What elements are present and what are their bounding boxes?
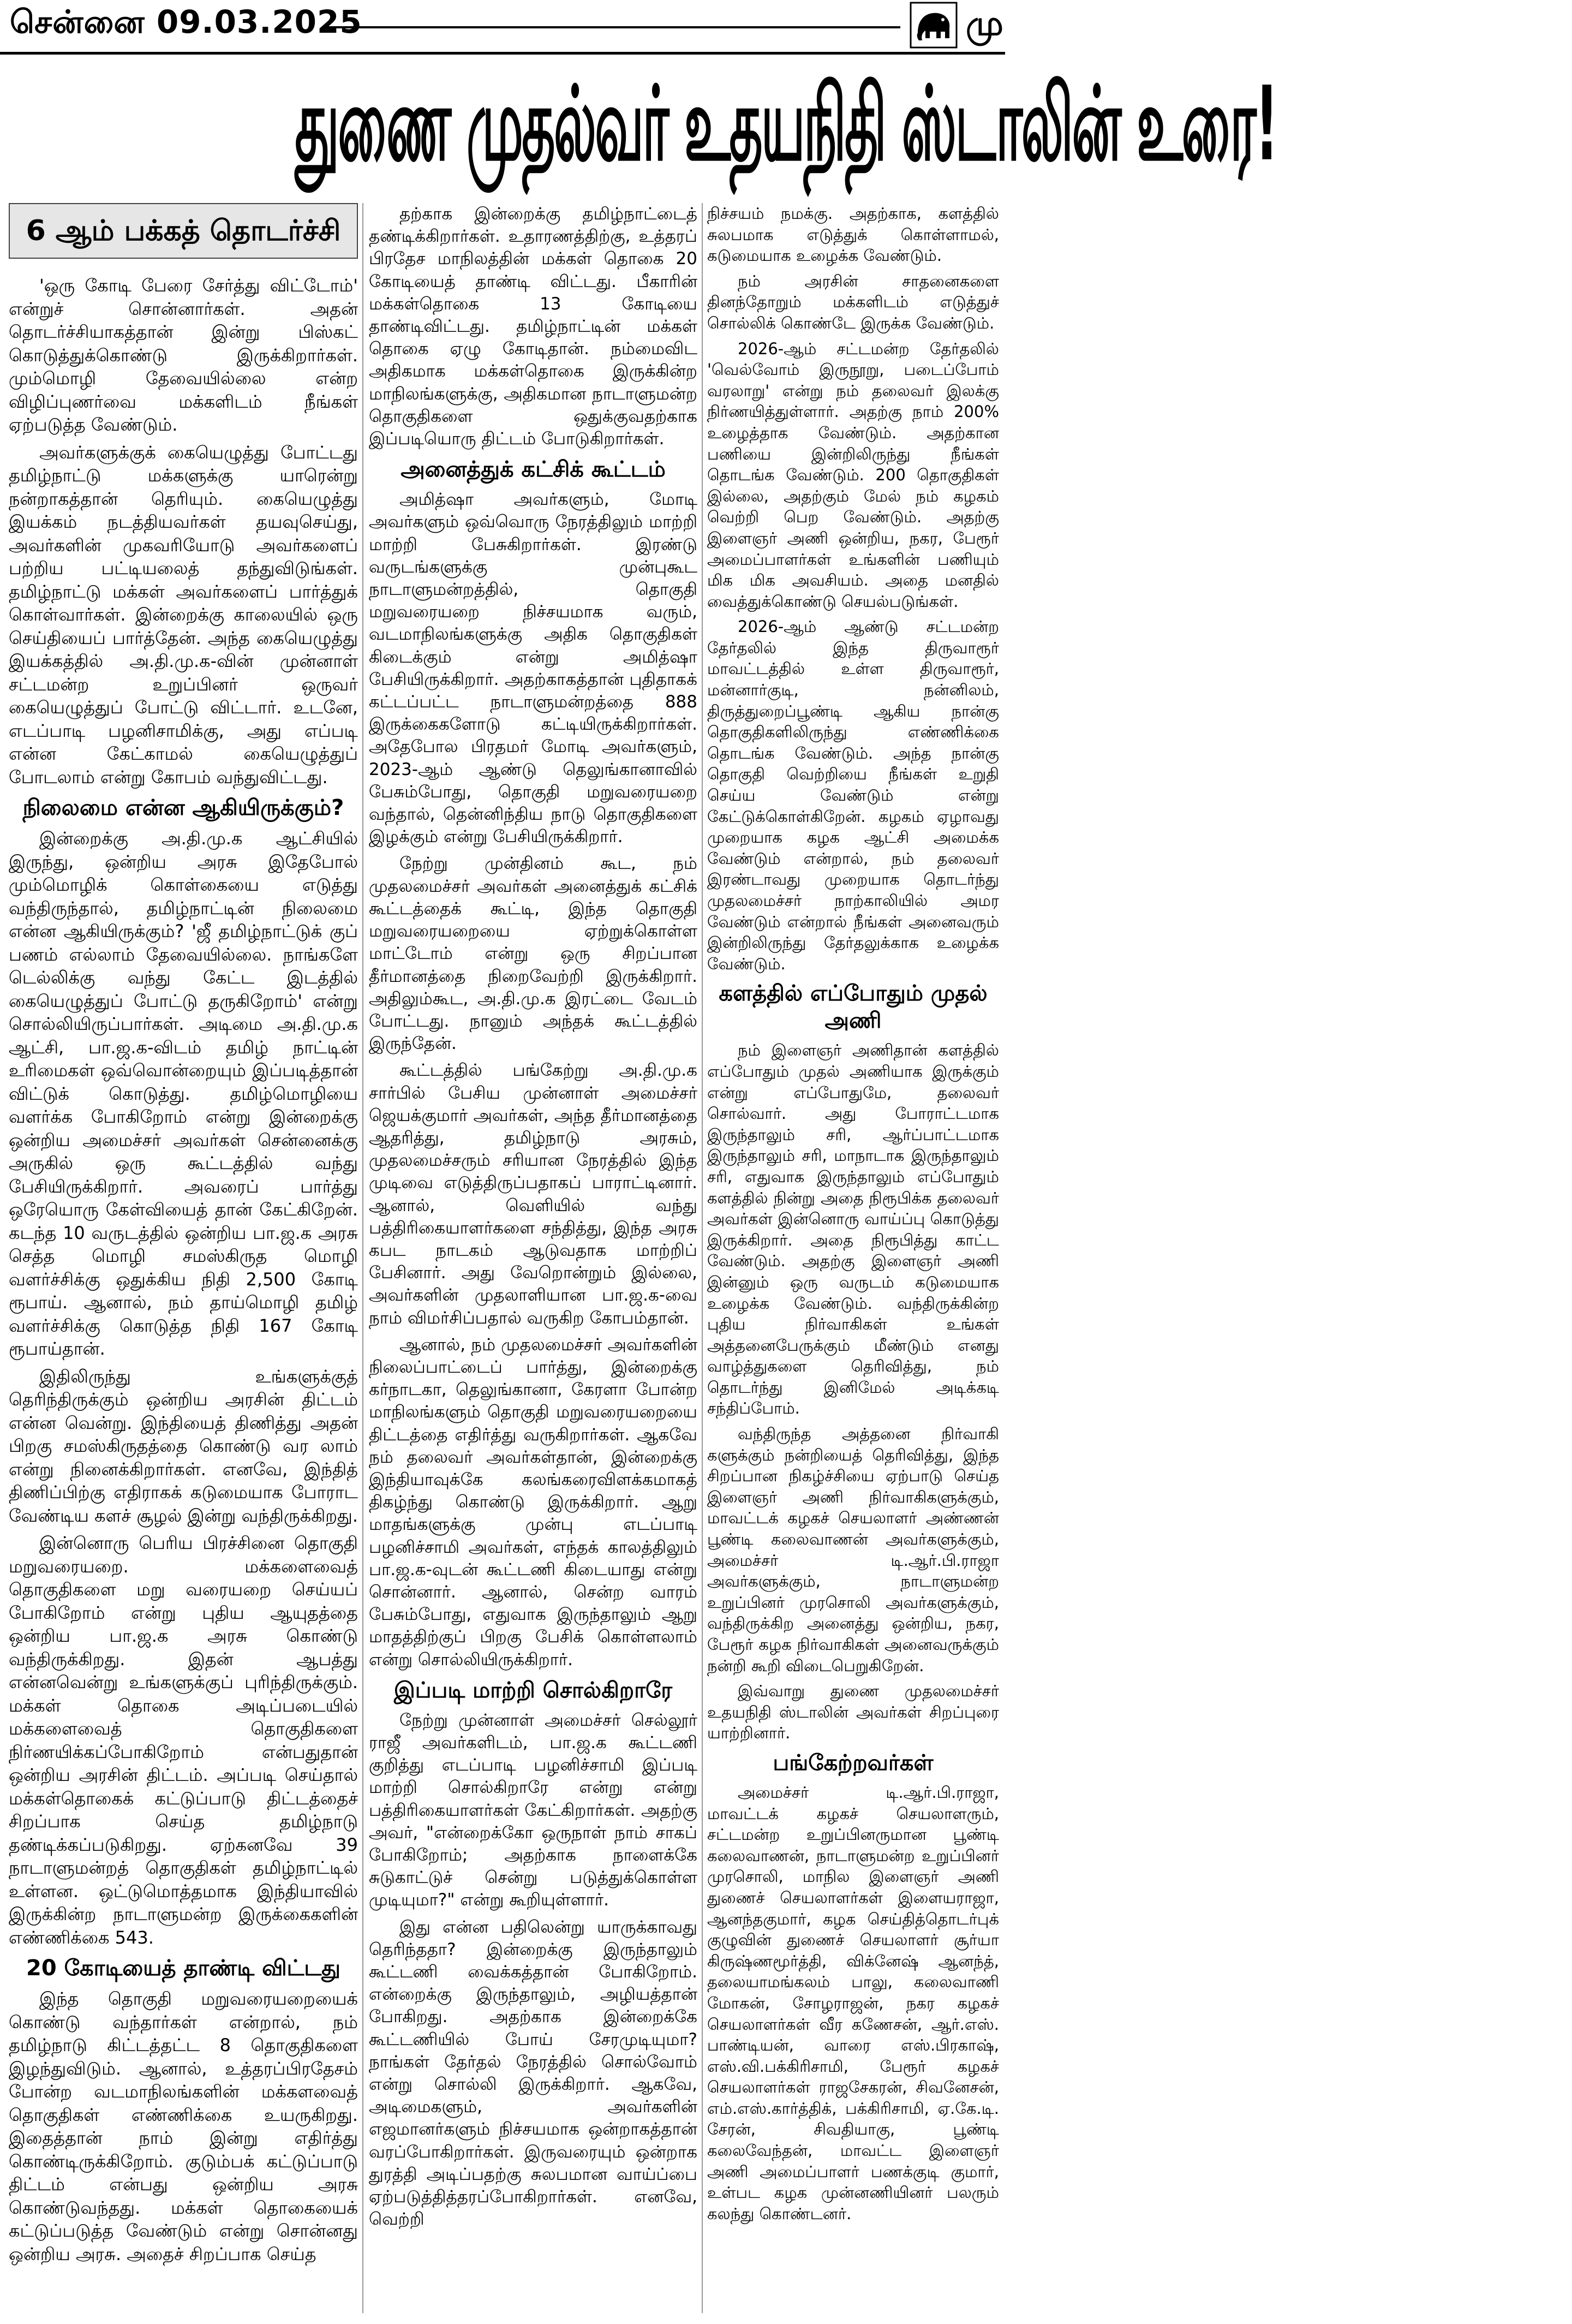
masthead-corner-text: மு bbox=[966, 3, 1003, 43]
paragraph: இந்த தொகுதி மறுவரையறையைக் கொண்டு வந்தார்கள் என்றால், நம் தமிழ்நாடு கிட்டத்தட்ட 8 தொகுதிகளை இழந்துவிடும். ஆனால், உத்தரப்பிரதேசம் போன்ற வடமாநிலங்களின் மக்களவைத் தொகுதிகள் எண்ணிக்கை உயருகிறது. இதைத்தான் நாம் இன்று எதிர்த்து கொண்டிருக்கிறோம். குடும்பக் கட்டுப்பாடு திட்டம் என்பது ஒன்றிய அரசு கொண்டுவந்தது. மக்கள் தொகையைக் கட்டுப்படுத்த வேண்டும் என்று சொன்னது ஒன்றிய அரசு. அதைச் சிறப்பாக செய்த bbox=[9, 1988, 358, 2265]
paragraph: இன்றைக்கு அ.தி.மு.க ஆட்சியில் இருந்து, ஒன்றிய அரசு இதேபோல் மும்மொழிக் கொள்கையை எடுத்து வந்திருந்தால், தமிழ்நாட்டின் நிலைமை என்ன ஆகியிருக்கும்? 'ஜீ தமிழ்நாட்டுக் குப் பணம் எல்லாம் தேவையில்லை. நாங்களே டெல்லிக்கு வந்து கேட்ட இடத்தில் கையெழுத்துப் போட்டு தருகிறோம்' என்று சொல்லியிருப்பார்கள். அடிமை அ.தி.மு.க ஆட்சி, பா.ஜ.க-விடம் தமிழ் நாட்டின் உரிமைகள் ஒவ்வொன்றையும் இப்படித்தான் விட்டுக் கொடுத்து. தமிழ்மொழியை வளர்க்க போகிறோம் என்று இன்றைக்கு ஒன்றிய அமைச்சர் அவர்கள் சென்னைக்கு அருகில் ஒரு கூட்டத்தில் வந்து பேசியிருக்கிறார். அவரைப் பார்த்து ஒரேயொரு கேள்வியைத் தான் கேட்கிறேன். கடந்த 10 வருடத்தில் ஒன்றிய பா.ஜ.க அரசு செத்த மொழி சமஸ்கிருத மொழி வளர்ச்சிக்கு ஒதுக்கிய நிதி 2,500 கோடி ரூபாய். ஆனால், நம் தாய்மொழி தமிழ் வளர்ச்சிக்கு கொடுத்த நிதி 167 கோடி ரூபாய்தான். bbox=[9, 828, 358, 1359]
paragraph: 'ஒரு கோடி பேரை சேர்த்து விட்டோம்' என்றுச் சொன்னார்கள். அதன் தொடர்ச்சியாகத்தான் இன்று பிஸ்கட் கொடுத்துக்கொண்டு இருக்கிறார்கள். மும்மொழி தேவையில்லை என்ற விழிப்புணர்வை மக்களிடம் நீங்கள் ஏற்படுத்த வேண்டும். bbox=[9, 275, 358, 435]
paragraph: அவர்களுக்குக் கையெழுத்து போட்டது தமிழ்நாட்டு மக்களுக்கு யாரென்று நன்றாகத்தான் தெரியும். கையெழுத்து இயக்கம் நடத்தியவர்கள் தயவுசெய்து, அவர்களின் முகவரியோடு அவர்களைப் பற்றிய பட்டியலைத் தந்துவிடுங்கள். தமிழ்நாட்டு மக்கள் அவர்களைப் பார்த்துக் கொள்வார்கள். இன்றைக்கு காலையில் ஒரு செய்தியைப் பார்த்தேன். அந்த கையெழுத்து இயக்கத்தில் அ.தி.மு.க-வின் முன்னாள் சட்டமன்ற உறுப்பினர் ஒருவர் கையெழுத்துப் போட்டு விட்டார். உடனே, எடப்பாடி பழனிசாமிக்கு, அது எப்படி என்ன கேட்காமல் கையெழுத்துப் போடலாம் என்று கோபம் வந்துவிட்டது. bbox=[9, 442, 358, 788]
paragraph: அமித்ஷா அவர்களும், மோடி அவர்களும் ஒவ்வொரு நேரத்திலும் மாற்றி மாற்றி பேசுகிறார்கள். இரண்டு வருடங்களுக்கு முன்புகூட நாடாளுமன்றத்தில், தொகுதி மறுவரையறை நிச்சயமாக வரும், வடமாநிலங்களுக்கு அதிக தொகுதிகள் கிடைக்கும் என்று அமித்ஷா பேசியிருக்கிறார். அதற்காகத்தான் புதிதாகக் கட்டப்பட்ட நாடாளுமன்றத்தை 888 இருக்கைகளோடு கட்டியிருக்கிறார்கள். அதேபோல பிரதமர் மோடி அவர்களும், 2023-ஆம் ஆண்டு தெலுங்கானாவில் பேசும்போது, தொகுதி மறுவரையறை வந்தால், தென்னிந்திய நாடு தொகுதிகளை இழக்கும் என்று பேசியிருக்கிறார். bbox=[369, 490, 697, 847]
paragraph: அமைச்சர் டி.ஆர்.பி.ராஜா, மாவட்டக் கழகச் செயலாளரும், சட்டமன்ற உறுப்பினருமான பூண்டி கலைவாணன், நாடாளுமன்ற உறுப்பினர் முரசொலி, மாநில இளைஞர் அணி துணைச் செயலாளர்கள் இளையராஜா, ஆனந்தகுமார், கழக செய்தித்தொடர்புக் குழுவின் துணைச் செயலாளர் சூர்யா கிருஷ்ணமூர்த்தி, விக்னேஷ் ஆனந்த், தலையாமங்கலம் பாலு, கலைவாணி மோகன், சோழராஜன், நகர கழகச் செயலாளர்கள் வீர கணேசன், ஆர்.எஸ். பாண்டியன், வாரை எஸ்.பிரகாஷ், எஸ்.வி.பக்கிரிசாமி, பேரூர் கழகச் செயலாளர்கள் ராஜசேகரன், சிவனேசன், எம்.எஸ்.கார்த்திக், பக்கிரிசாமி, ஏ.கே.டி. சேரன், சிவதியாகு, பூண்டி கலைவேந்தன், மாவட்ட இளைஞர் அணி அமைப்பாளர் பணக்குடி குமார், உள்பட கழக முன்னணியினர் பலரும் கலந்து கொண்டனர். bbox=[707, 1783, 999, 2223]
paragraph: ஆனால், நம் முதலமைச்சர் அவர்களின் நிலைப்பாட்டைப் பார்த்து, இன்றைக்கு கர்நாடகா, தெலுங்கானா, கேரளா போன்ற மாநிலங்களும் தொகுதி மறுவரையறையை திட்டத்தை எதிர்த்து வருகிறார்கள். ஆகவே நம் தலைவர் அவர்கள்தான், இன்றைக்கு இந்தியாவுக்கே கலங்கரைவிளக்கமாகத் திகழ்ந்து கொண்டு இருக்கிறார். ஆறு மாதங்களுக்கு முன்பு எடப்பாடி பழனிச்சாமி அவர்கள், எந்தக் காலத்திலும் பா.ஜ.க-வுடன் கூட்டணி கிடையாது என்று சொன்னார். ஆனால், சென்ற வாரம் பேசும்போது, எதுவாக இருந்தாலும் ஆறு மாதத்திற்குப் பிறகு பேசிக் கொள்ளலாம் என்று சொல்லியிருக்கிறார். bbox=[369, 1334, 697, 1670]
paragraph: நேற்று முன்னாள் அமைச்சர் செல்லூர் ராஜீ அவர்களிடம், பா.ஜ.க கூட்டணி குறித்து எடப்பாடி பழனிச்சாமி இப்படி மாற்றி சொல்கிறாரே என்று என்று பத்திரிகையாளர்கள் கேட்கிறார்கள். அதற்கு அவர், "என்றைக்கோ ஒருநாள் நாம் சாகப் போகிறோம்; அதற்காக நாளைக்கே சுடுகாட்டுச் சென்று படுத்துக்கொள்ள முடியுமா?" என்று கூறியுள்ளார். bbox=[369, 1710, 697, 1910]
paragraph: 2026-ஆம் ஆண்டு சட்டமன்ற தேர்தலில் இந்த திருவாரூர் மாவட்டத்தில் உள்ள திருவாரூர், மன்னார்குடி, நன்னிலம், திருத்துறைப்பூண்டி ஆகிய நான்கு தொகுதிகளிலிருந்து எண்ணிக்கை தொடங்க வேண்டும். அந்த நான்கு தொகுதி வெற்றியை நீங்கள் உறுதி செய்ய வேண்டும் என்று கேட்டுக்கொள்கிறேன். கழகம் ஏழாவது முறையாக கழக ஆட்சி அமைக்க வேண்டும் என்றால், நம் தலைவர் இரண்டாவது முறையாக தொடர்ந்து முதலமைச்சர் நாற்காலியில் அமர வேண்டும் என்றால் நீங்கள் அனைவரும் இன்றிலிருந்து தேர்தலுக்காக உழைக்க வேண்டும். bbox=[707, 617, 999, 973]
masthead-rule bbox=[322, 26, 900, 28]
paragraph: இன்னொரு பெரிய பிரச்சினை தொகுதி மறுவரையறை. மக்களைவைத் தொகுதிகளை மறு வரையறை செய்யப் போகிறோம் என்று புதிய ஆயுதத்தை ஒன்றிய பா.ஜ.க அரசு கொண்டு வந்திருக்கிறது. இதன் ஆபத்து என்னவென்று உங்களுக்குப் புரிந்திருக்கும். மக்கள் தொகை அடிப்படையில் மக்களைவைத் தொகுதிகளை நிர்ணயிக்கப்போகிறோம் என்பதுதான் ஒன்றிய அரசின் திட்டம். அப்படி செய்தால் மக்கள்தொகைக் கட்டுப்பாடு திட்டத்தைச் சிறப்பாக செய்த தமிழ்நாடு தண்டிக்கப்படுகிறது. ஏற்கனவே 39 நாடாளுமன்றத் தொகுதிகள் தமிழ்நாட்டில் உள்ளன. ஒட்டுமொத்தமாக இந்தியாவில் இருக்கின்ற நாடாளுமன்ற இருக்கைகளின் எண்ணிக்கை 543. bbox=[9, 1533, 358, 1948]
dateline: சென்னை 09.03.2025 bbox=[10, 3, 362, 40]
subheading: இப்படி மாற்றி சொல்கிறாரே bbox=[393, 1677, 673, 1703]
paragraph: 2026-ஆம் சட்டமன்ற தேர்தலில் 'வெல்வோம் இருநூறு, படைப்போம் வரலாறு' என்று நம் தலைவர் இலக்கு நிர்ணயித்துள்ளார். அதற்கு நாம் 200% உழைத்தாக வேண்டும். அதற்கான பணியை இன்றிலிருந்து நீங்கள் தொடங்க வேண்டும். 200 தொகுதிகள் இல்லை, அதற்கும் மேல் நம் கழகம் வெற்றி பெற வேண்டும். அதற்கு இளைஞர் அணி ஒன்றிய, நகர, பேரூர் அமைப்பாளர்கள் உங்களின் பணியும் மிக மிக அவசியம். அதை மனதில் வைத்துக்கொண்டு செயல்படுங்கள். bbox=[707, 339, 999, 611]
paragraph: இது என்ன பதிலென்று யாருக்காவது தெரிந்ததா? இன்றைக்கு இருந்தாலும் கூட்டணி வைக்கத்தான் போகிறோம். என்றைக்கு இருந்தாலும், அழியத்தான் போகிறது. அதற்காக இன்றைக்கே கூட்டணியில் போய் சேரமுடியுமா? நாங்கள் தேர்தல் நேரத்தில் சொல்வோம் என்று சொல்லி இருக்கிறார். ஆகவே, அடிமைகளும், அவர்களின் எஜமானர்களும் நிச்சயமாக ஒன்றாகத்தான் வரப்போகிறார்கள். இருவரையும் ஒன்றாக துரத்தி அடிப்பதற்கு சுலபமான வாய்ப்பை ஏற்படுத்தித்தரப்போகிறார்கள். எனவே, வெற்றி bbox=[369, 1917, 697, 2230]
subheading: நிலைமை என்ன ஆகியிருக்கும்? bbox=[22, 795, 344, 820]
paragraph: நம் இளைஞர் அணிதான் களத்தில் எப்போதும் முதல் அணியாக இருக்கும் என்று எப்போதுமே, தலைவர் சொல்வார். அது போராட்டமாக இருந்தாலும் சரி, ஆர்ப்பாட்டமாக இருந்தாலும் சரி, மாநாடாக இருந்தாலும் சரி, எதுவாக இருந்தாலும் எப்போதும் களத்தில் நின்று அதை நிரூபிக்க தலைவர் அவர்கள் இன்னொரு வாய்ப்பு கொடுத்து இருக்கிறார். அதை நிரூபித்து காட்ட வேண்டும். அதற்கு இளைஞர் அணி இன்னும் ஒரு வருடம் கடுமையாக உழைக்க வேண்டும். வந்திருக்கின்ற புதிய நிர்வாகிகள் உங்கள் அத்தனைபேருக்கும் மீண்டும் எனது வாழ்த்துகளை தெரிவித்து, நம் தொடர்ந்து இனிமேல் அடிக்கடி சந்திப்போம். bbox=[707, 1041, 999, 1418]
paragraph: நம் அரசின் சாதனைகளை தினந்தோறும் மக்களிடம் எடுத்துச் சொல்லிக் கொண்டே இருக்க வேண்டும். bbox=[707, 271, 999, 332]
headline-text: துணை முதல்வர் உதயநிதி ஸ்டாலின் உரை! bbox=[295, 65, 1277, 184]
subheading: களத்தில் எப்போதும் முதல் அணி bbox=[719, 981, 988, 1034]
column-divider bbox=[702, 203, 703, 2313]
headline bbox=[0, 43, 1277, 206]
paragraph: இதிலிருந்து உங்களுக்குத் தெரிந்திருக்கும் ஒன்றிய அரசின் திட்டம் என்ன வென்று. இந்தியைத் திணித்து அதன் பிறகு சமஸ்கிருதத்தை கொண்டு வர லாம் என்று நினைக்கிறார்கள். எனவே, இந்தித் திணிப்பிற்கு எதிராகக் கடுமையாக போராட வேண்டிய களச் சூழல் இன்று வந்திருக்கிறது. bbox=[9, 1366, 358, 1526]
paragraph: நேற்று முன்தினம் கூட, நம் முதலமைச்சர் அவர்கள் அனைத்துக் கட்சிக் கூட்டத்தைக் கூட்டி, இந்த தொகுதி மறுவரையறையை ஏற்றுக்கொள்ள மாட்டோம் என்று ஒரு சிறப்பான தீர்மானத்தை நிறைவேற்றி இருக்கிறார். அதிலும்கூட, அ.தி.மு.க இரட்டை வேடம் போட்டது. நானும் அந்தக் கூட்டத்தில் இருந்தேன். bbox=[369, 854, 697, 1054]
subheading: 20 கோடியைத் தாண்டி விட்டது bbox=[26, 1956, 340, 1981]
paragraph: வந்திருந்த அத்தனை நிர்வாகி களுக்கும் நன்றியைத் தெரிவித்து, இந்த சிறப்பான நிகழ்ச்சியை ஏற்பாடு செய்த இளைஞர் அணி நிர்வாகிகளுக்கும், மாவட்டக் கழகச் செயலாளர் அண்ணன் பூண்டி கலைவாணன் அவர்களுக்கும், அமைச்சர் டி.ஆர்.பி.ராஜா அவர்களுக்கும், நாடாளுமன்ற உறுப்பினர் முரசொலி அவர்களுக்கும், வந்திருக்கிற அனைத்து ஒன்றிய, நகர, பேரூர் கழக நிர்வாகிகள் அனைவருக்கும் நன்றி கூறி விடைபெறுகிறேன். bbox=[707, 1425, 999, 1675]
subheading: அனைத்துக் கட்சிக் கூட்டம் bbox=[401, 457, 666, 482]
elephant-logo-icon bbox=[910, 2, 957, 48]
article-column-2 bbox=[369, 203, 697, 2319]
continued-label: 6 ஆம் பக்கத் தொடர்ச்சி bbox=[9, 203, 358, 259]
paragraph: கூட்டத்தில் பங்கேற்று அ.தி.மு.க சார்பில் பேசிய முன்னாள் அமைச்சர் ஜெயக்குமார் அவர்கள், அந்த தீர்மானத்தை ஆதரித்து, தமிழ்நாடு அரசும், முதலமைச்சரும் சரியான நேரத்தில் இந்த முடிவை எடுத்திருப்பதாகப் பாராட்டினார். ஆனால், வெளியில் வந்து பத்திரிகையாளர்களை சந்தித்து, இந்த அரசு கபட நாடகம் ஆடுவதாக மாற்றிப் பேசினார். அது வேறொன்றும் இல்லை, அவர்களின் முதலாளியான பா.ஜ.க-வை நாம் விமர்சிப்பதால் வருகிற கோபம்தான். bbox=[369, 1060, 697, 1328]
subheading: பங்கேற்றவர்கள் bbox=[773, 1750, 934, 1775]
column-divider bbox=[362, 203, 363, 2313]
paragraph: இவ்வாறு துணை முதலமைச்சர் உதயநிதி ஸ்டாலின் அவர்கள் சிறப்புரை யாற்றினார். bbox=[707, 1682, 999, 1743]
paragraph: நிச்சயம் நமக்கு. அதற்காக, களத்தில் சுலபமாக எடுத்துக் கொள்ளாமல், கடுமையாக உழைக்க வேண்டும். bbox=[707, 204, 999, 265]
paragraph: தற்காக இன்றைக்கு தமிழ்நாட்டைத் தண்டிக்கிறார்கள். உதாரணத்திற்கு, உத்தரப் பிரதேச மாநிலத்தின் மக்கள் தொகை 20 கோடியைத் தாண்டி விட்டது. பீகாரின் மக்கள்தொகை 13 கோடியை தாண்டிவிட்டது. தமிழ்நாட்டின் மக்கள் தொகை ஏழு கோடிதான். நம்மைவிட அதிகமாக மக்கள்தொகை இருக்கின்ற மாநிலங்களுக்கு, அதிகமான நாடாளுமன்ற தொகுதிகளை ஒதுக்குவதற்காக இப்படியொரு திட்டம் போடுகிறார்கள். bbox=[369, 204, 697, 449]
article-column-1 bbox=[9, 203, 358, 2319]
article-column-3 bbox=[707, 203, 999, 2319]
